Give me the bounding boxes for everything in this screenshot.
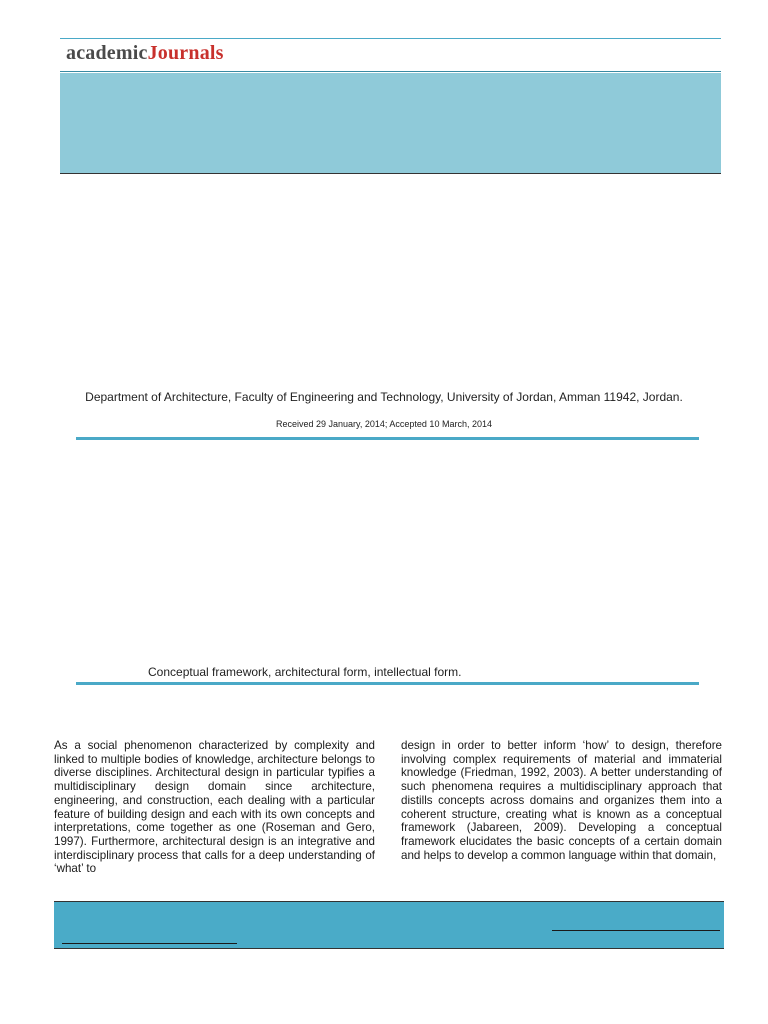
footer-right-rule (552, 930, 720, 931)
keywords: Conceptual framework, architectural form, intellectual form. (148, 665, 462, 679)
footer-left-rule (62, 943, 237, 944)
received-accepted-dates: Received 29 January, 2014; Accepted 10 March, 2014 (276, 419, 492, 429)
body-text-right-column: design in order to better inform ‘how’ to design, therefore involving complex requirements of material and immaterial knowledge (Friedman, 1992, 2003). A better understanding of such phenomena requires a multidisciplinary approach that distills concepts across domains and organizes them into a coherent structure, creating what is known as a conceptual framework (Jabareen, 2009). Developing a conceptual framework elucidates the basic concepts of a certain domain and helps to develop a common language within that domain, (401, 739, 722, 862)
abstract-top-rule (76, 437, 699, 440)
abstract-bottom-rule (76, 682, 699, 685)
header-rule (60, 71, 721, 72)
top-rule (60, 38, 721, 39)
logo-text-academic: academic (66, 42, 148, 64)
footer-band (54, 902, 724, 948)
header-band-bottom-rule (60, 173, 721, 174)
header-band (60, 73, 721, 173)
publisher-logo (66, 42, 224, 65)
author-affiliation: Department of Architecture, Faculty of Engineering and Technology, University of Jordan, Amman 11942, Jordan. (85, 390, 683, 404)
body-text-left-column: As a social phenomenon characterized by complexity and linked to multiple bodies of knowledge, architecture belongs to diverse disciplines. Architectural design in particular typifies a multidisciplinary design domain since architecture, engineering, and construction, each dealing with a particular feature of building design and each with its own concepts and interpretations, come together as one (Roseman and Gero, 1997). Furthermore, architectural design is an integrative and interdisciplinary process that calls for a deep understanding of ‘what’ to (54, 739, 375, 876)
footer-bottom-rule (54, 948, 724, 949)
logo-text-journals: Journals (147, 42, 224, 64)
